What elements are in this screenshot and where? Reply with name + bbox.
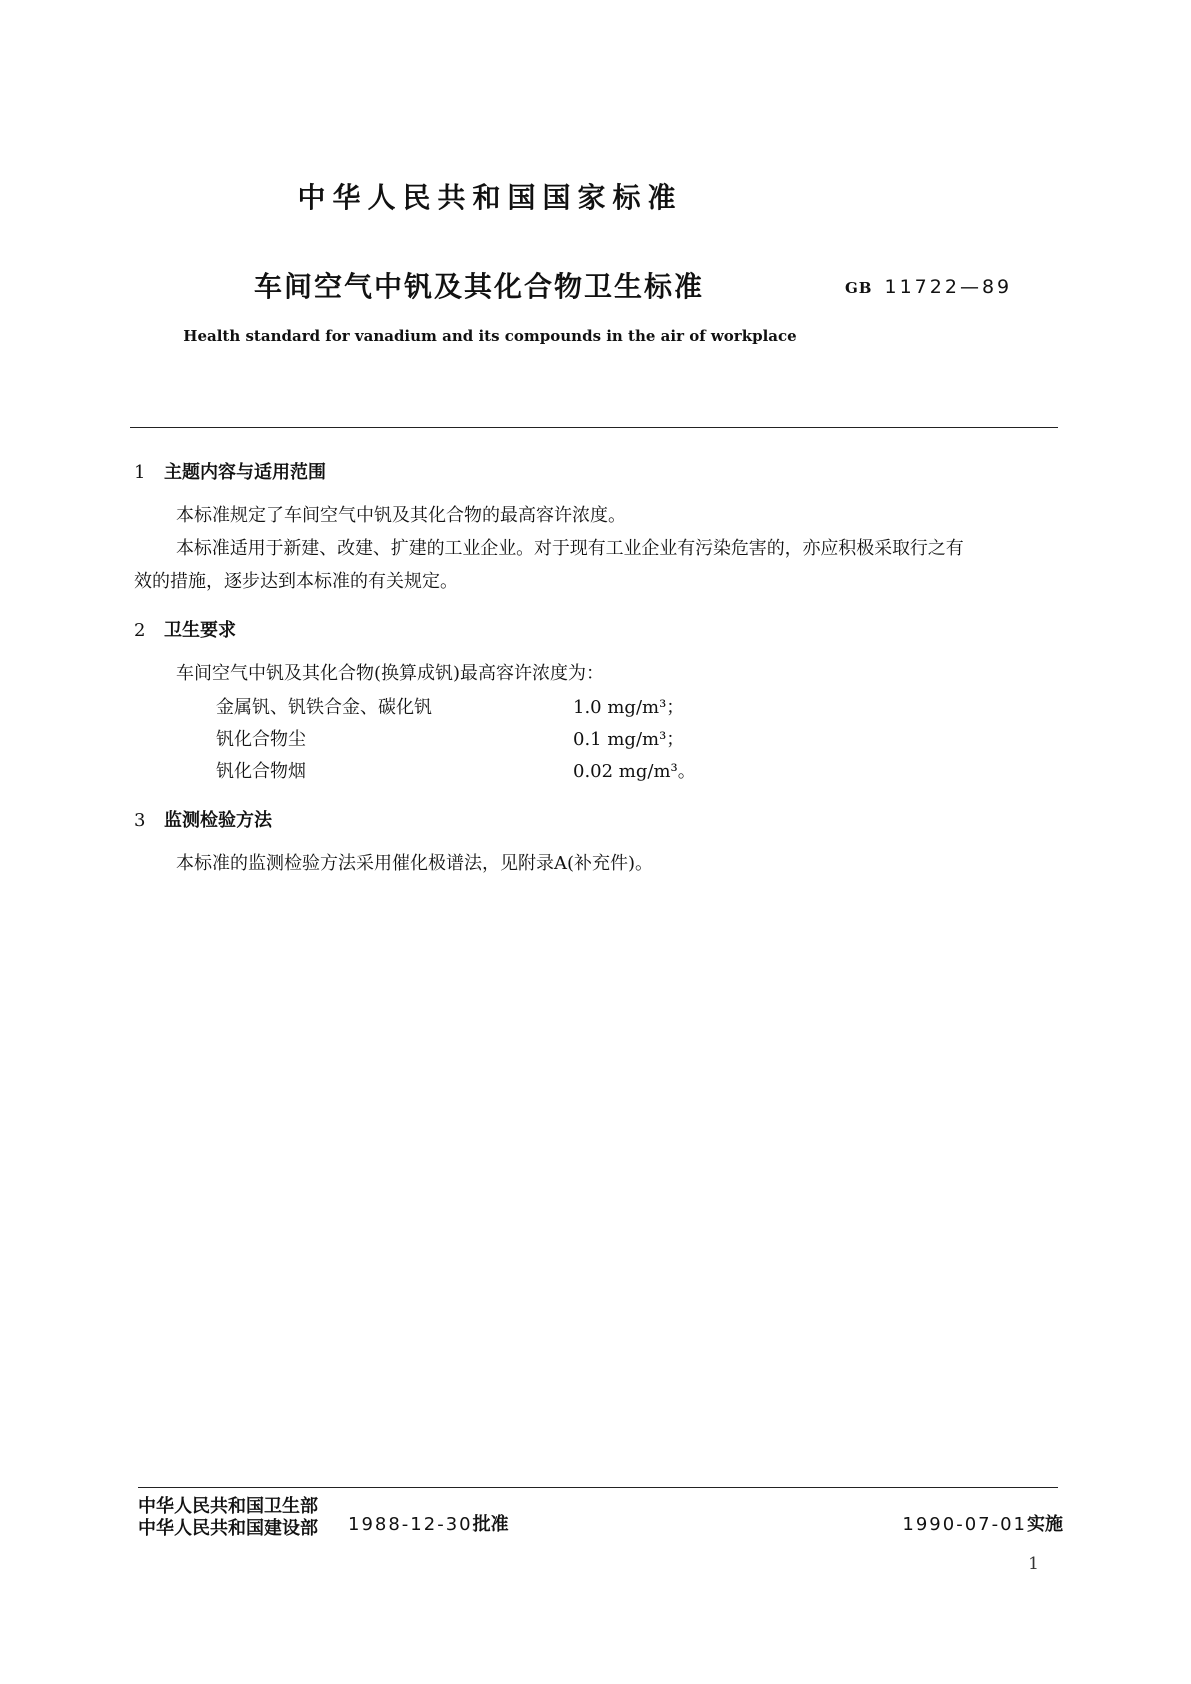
- issuing-org-health: 中华人民共和国卫生部: [138, 1496, 318, 1517]
- approval-date: [348, 1510, 509, 1536]
- issuing-org-construction: 中华人民共和国建设部: [138, 1518, 318, 1539]
- standard-code-prefix: GB: [845, 279, 873, 297]
- limit-row: [216, 754, 696, 786]
- issuing-organizations: [138, 1496, 318, 1540]
- limit-substance: 钒化合物尘: [216, 729, 306, 750]
- concentration-limits-table: [216, 690, 696, 786]
- implementation-label: 实施: [1027, 1514, 1063, 1535]
- section-3-heading: [134, 806, 272, 832]
- standard-code: [845, 276, 1012, 298]
- standard-title: 车间空气中钒及其化合物卫生标准: [254, 270, 705, 303]
- section-1-paragraph-1: 本标准规定了车间空气中钒及其化合物的最高容许浓度。: [176, 505, 626, 526]
- page-number: 1: [1028, 1554, 1039, 1574]
- section-title: 主题内容与适用范围: [164, 462, 326, 483]
- limit-value: 0.02 mg/m³。: [573, 761, 696, 782]
- implementation-date-value: 1990-07-01: [902, 1514, 1027, 1535]
- section-number: 3: [134, 810, 146, 831]
- limit-substance: 金属钒、钒铁合金、碳化钒: [216, 697, 432, 718]
- limit-substance: 钒化合物烟: [216, 761, 306, 782]
- implementation-date: [902, 1510, 1063, 1536]
- approval-date-value: 1988-12-30: [348, 1514, 473, 1535]
- footer-divider: [138, 1487, 1058, 1488]
- limit-row: [216, 722, 696, 754]
- section-1-paragraph-3: 效的措施，逐步达到本标准的有关规定。: [134, 571, 458, 592]
- section-2-intro: 车间空气中钒及其化合物(换算成钒)最高容许浓度为：: [176, 663, 605, 684]
- section-3-paragraph-1: 本标准的监测检验方法采用催化极谱法，见附录A(补充件)。: [176, 853, 654, 874]
- english-title: Health standard for vanadium and its compounds in the air of workplace: [183, 327, 797, 345]
- header-divider: [130, 427, 1058, 428]
- national-standard-heading: 中华人民共和国国家标准: [297, 181, 683, 214]
- standard-code-number: 11722—89: [884, 276, 1013, 298]
- limit-value: 0.1 mg/m³；: [573, 729, 685, 750]
- limit-value: 1.0 mg/m³；: [573, 697, 685, 718]
- section-2-heading: [134, 616, 236, 642]
- section-title: 监测检验方法: [164, 810, 272, 831]
- section-1-paragraph-2: 本标准适用于新建、改建、扩建的工业企业。对于现有工业企业有污染危害的，亦应积极采取行之有: [176, 538, 964, 559]
- section-1-heading: [134, 458, 326, 484]
- section-title: 卫生要求: [164, 620, 236, 641]
- section-number: 1: [134, 462, 146, 483]
- approval-label: 批准: [472, 1514, 509, 1535]
- limit-row: [216, 690, 696, 722]
- section-number: 2: [134, 620, 146, 641]
